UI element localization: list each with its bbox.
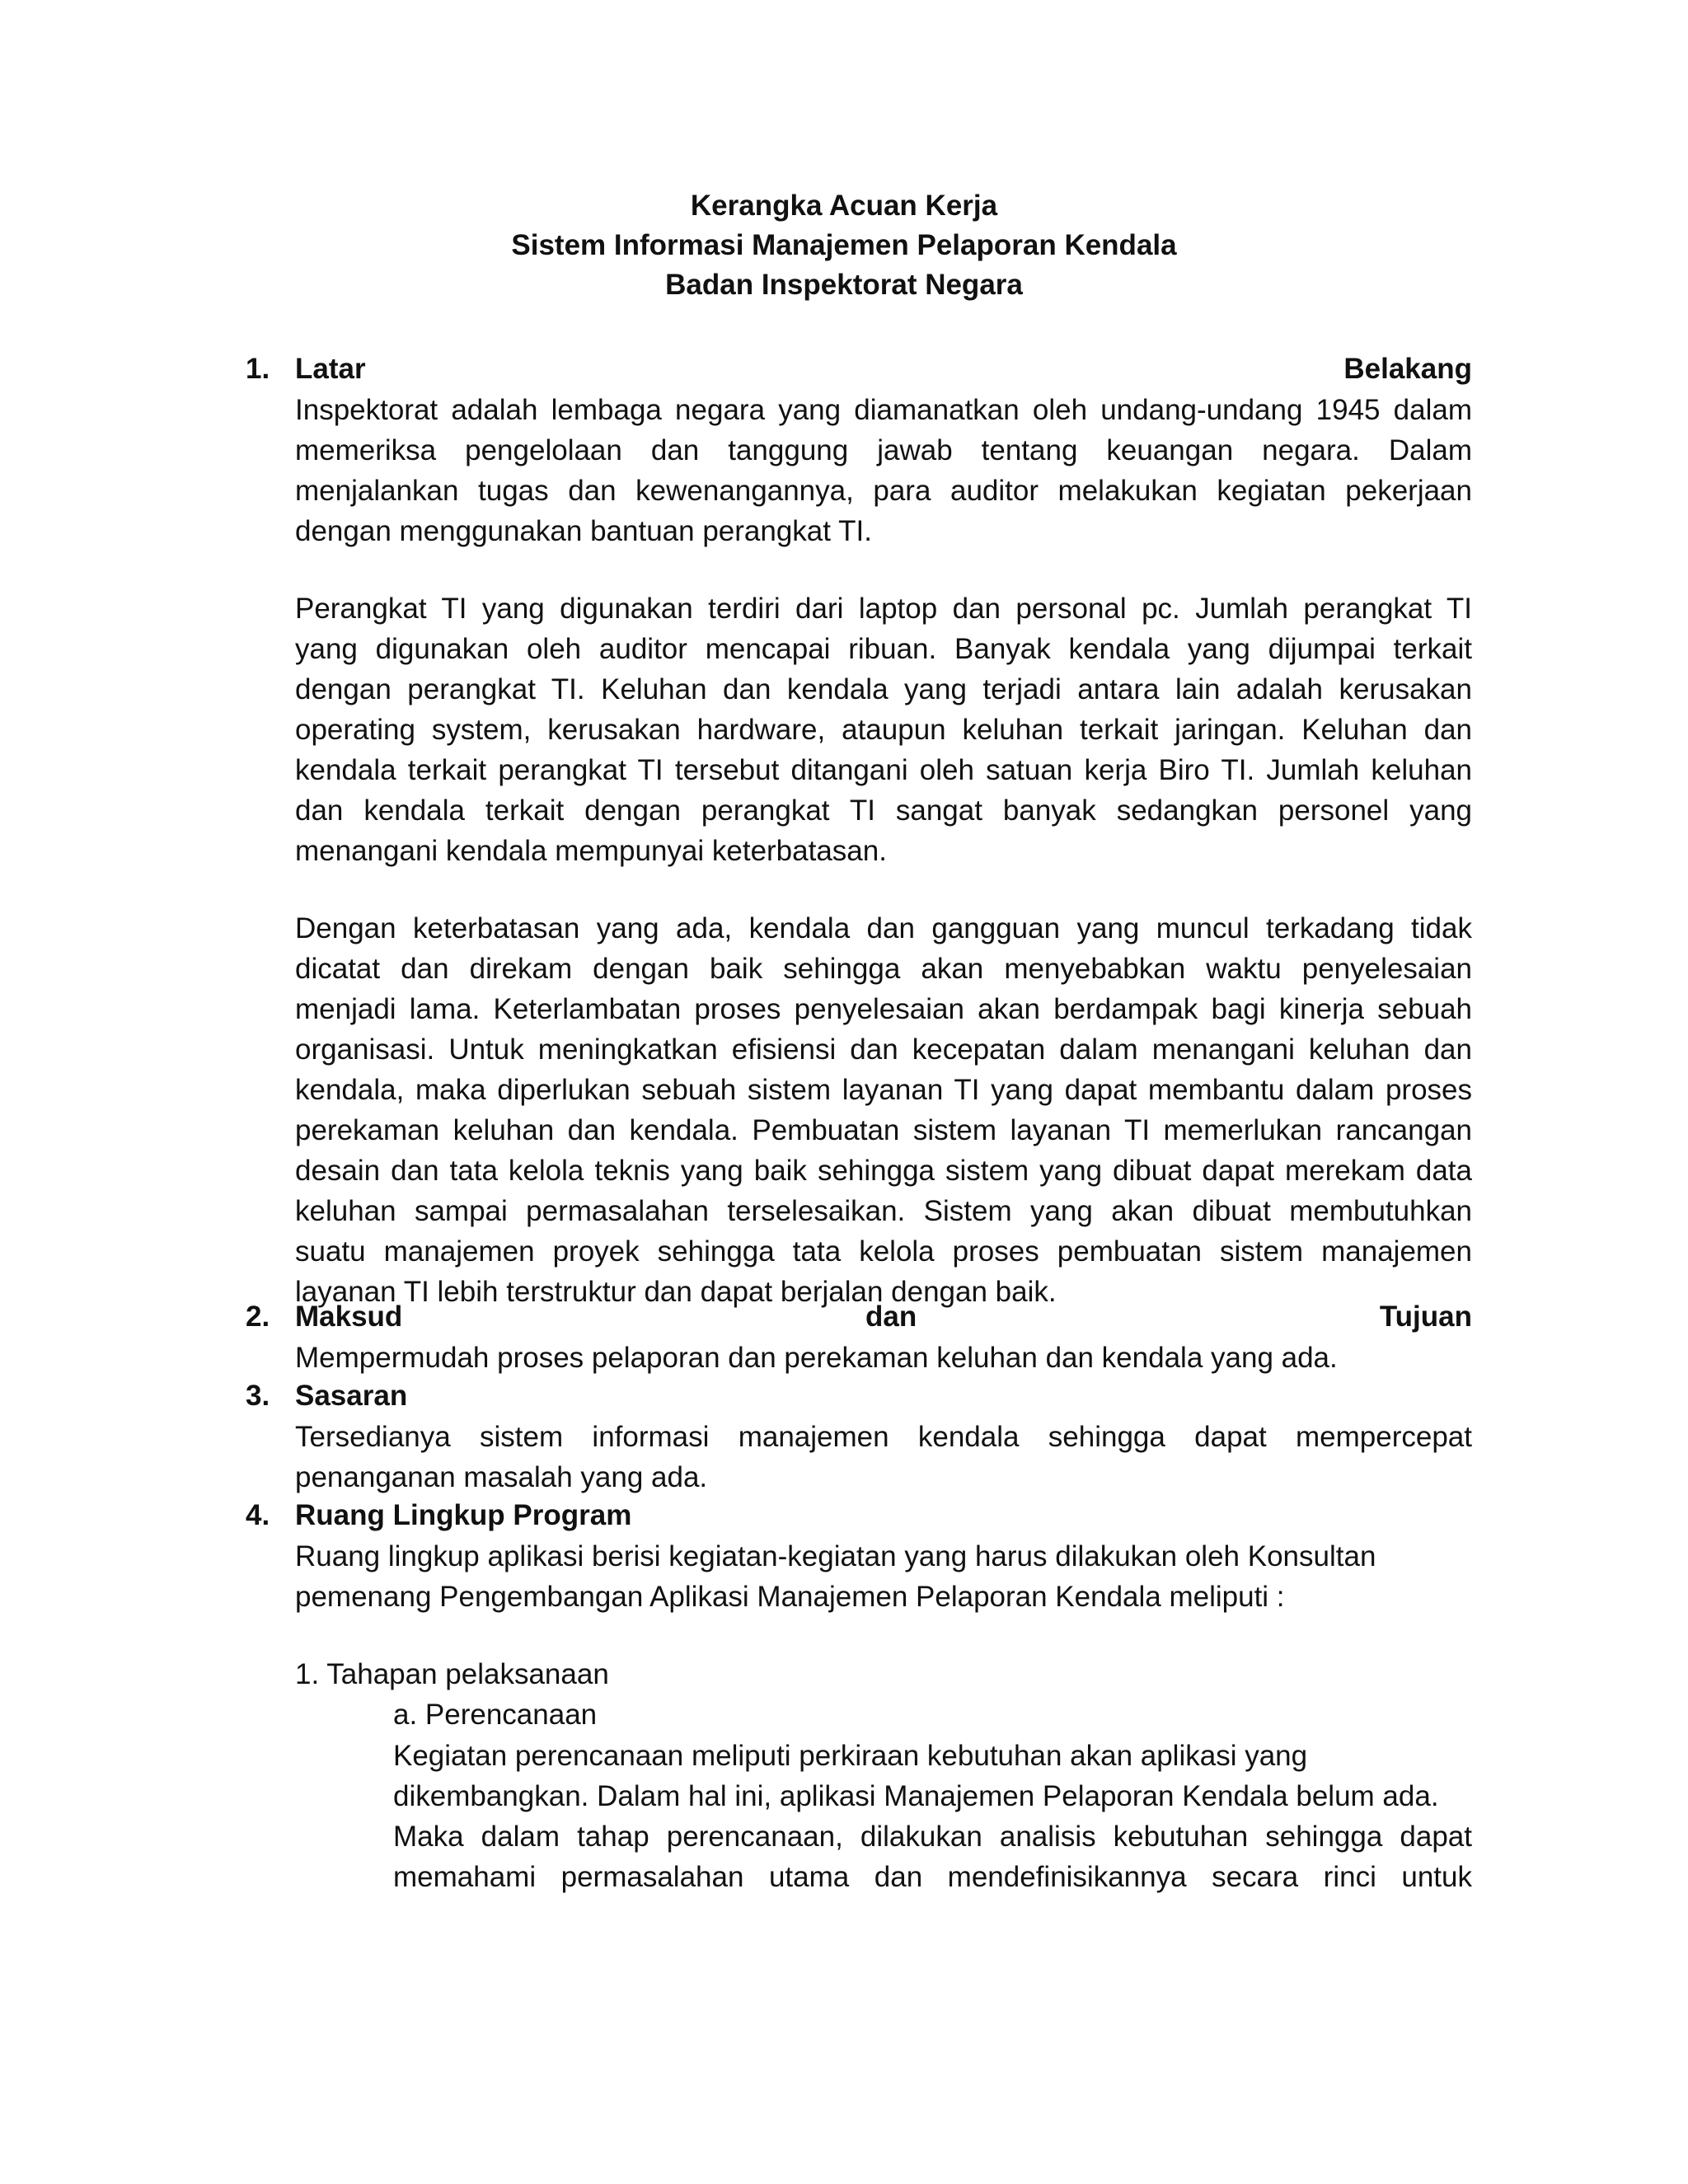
heading-word: dan [865,1301,917,1333]
heading-word: Belakang [1343,353,1472,385]
section-number: 2. [246,1301,270,1333]
text-line: dan kendala terkait dengan perangkat TI sangat banyak sedangkan personel yang [295,794,1472,827]
text-line: Perangkat TI yang digunakan terdiri dari laptop dan personal pc. Jumlah perangkat TI [295,593,1472,625]
text-line: memahami permasalahan utama dan mendefinisikannya secara rinci untuk [393,1861,1472,1893]
title-line-3: Badan Inspektorat Negara [665,269,1023,301]
section-1-paragraph-3 [295,908,1472,1312]
text-line: suatu manajemen proyek sehingga tata kelola proses pembuatan sistem manajemen [295,1235,1472,1268]
text-line: dengan menggunakan bantuan perangkat TI. [295,515,872,547]
text-line: organisasi. Untuk meningkatkan efisiensi dan kecepatan dalam menangani keluhan dan [295,1033,1472,1066]
text-line: kendala, maka diperlukan sebuah sistem layanan TI yang dapat membantu dalam proses [295,1074,1472,1106]
section-2-paragraph [295,1338,1472,1378]
text-line: dengan perangkat TI. Keluhan dan kendala yang terjadi antara lain adalah kerusakan [295,673,1472,705]
text-line: pemenang Pengembangan Aplikasi Manajemen Pelaporan Kendala meliputi : [295,1581,1285,1613]
text-line: Maka dalam tahap perencanaan, dilakukan analisis kebutuhan sehingga dapat [393,1821,1472,1853]
text-line: layanan TI lebih terstruktur dan dapat berjalan dengan baik. [295,1276,1057,1308]
subsubitem-perencanaan: a. Perencanaan [393,1699,598,1731]
text-line: kendala terkait perangkat TI tersebut ditangani oleh satuan kerja Biro TI. Jumlah keluhan [295,754,1472,786]
text-line: yang digunakan oleh auditor mencapai ribuan. Banyak kendala yang dijumpai terkait [295,633,1472,665]
section-number: 3. [246,1380,270,1412]
text-line: menjalankan tugas dan kewenangannya, para auditor melakukan kegiatan pekerjaan [295,475,1472,507]
heading-text: Sasaran [295,1380,408,1412]
text-line: dikembangkan. Dalam hal ini, aplikasi Manajemen Pelaporan Kendala belum ada. [393,1780,1439,1812]
title-line-2: Sistem Informasi Manajemen Pelaporan Kendala [511,229,1177,261]
heading-text: Ruang Lingkup Program [295,1499,632,1531]
perencanaan-detail [393,1736,1472,1897]
text-line: Dengan keterbatasan yang ada, kendala dan gangguan yang muncul terkadang tidak [295,912,1472,944]
section-1-paragraph-2 [295,588,1472,871]
text-line: memeriksa pengelolaan dan tanggung jawab tentang keuangan negara. Dalam [295,434,1472,466]
text-line: Mempermudah proses pelaporan dan perekaman keluhan dan kendala yang ada. [295,1342,1338,1374]
subitem-tahapan: 1. Tahapan pelaksanaan [295,1658,609,1690]
text-line: keluhan sampai permasalahan terselesaikan. Sistem yang akan dibuat membutuhkan [295,1195,1472,1227]
text-line: penanganan masalah yang ada. [295,1461,708,1493]
text-line: menangani kendala mempunyai keterbatasan. [295,835,887,867]
section-3-paragraph [295,1417,1472,1497]
document-title [0,186,1688,305]
text-line: Tersedianya sistem informasi manajemen kendala sehingga dapat mempercepat [295,1421,1472,1453]
text-line: desain dan tata kelola teknis yang baik sehingga sistem yang dibuat dapat merekam data [295,1155,1472,1187]
text-line: menjadi lama. Keterlambatan proses penyelesaian akan berdampak bagi kinerja sebuah [295,993,1472,1025]
section-1-paragraph-1 [295,390,1472,551]
text-line: Kegiatan perencanaan meliputi perkiraan kebutuhan akan aplikasi yang [393,1740,1308,1772]
text-line: Ruang lingkup aplikasi berisi kegiatan-kegiatan yang harus dilakukan oleh Konsultan [295,1540,1376,1572]
text-line: perekaman keluhan dan kendala. Pembuatan sistem layanan TI memerlukan rancangan [295,1114,1472,1146]
text-line: operating system, kerusakan hardware, ataupun keluhan terkait jaringan. Keluhan dan [295,714,1472,746]
section-number: 4. [246,1499,270,1531]
section-4-paragraph [295,1536,1472,1617]
text-line: Inspektorat adalah lembaga negara yang diamanatkan oleh undang-undang 1945 dalam [295,394,1472,426]
text-line: dicatat dan direkam dengan baik sehingga akan menyebabkan waktu penyelesaian [295,953,1472,985]
section-number: 1. [246,353,270,385]
heading-word: Tujuan [1379,1301,1472,1333]
heading-word: Latar [295,353,366,385]
title-line-1: Kerangka Acuan Kerja [690,190,998,222]
heading-word: Maksud [295,1301,403,1333]
